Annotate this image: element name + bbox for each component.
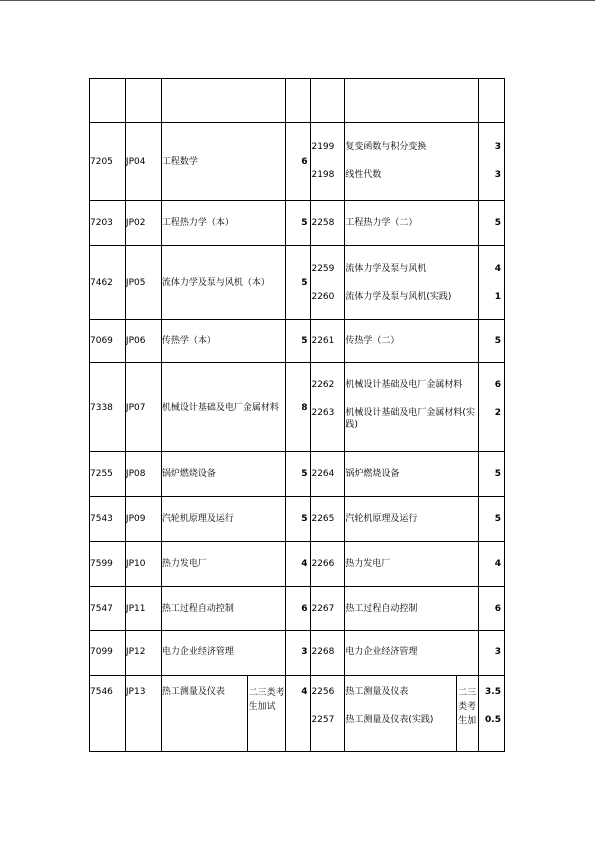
sub-code: 2198 — [311, 170, 335, 180]
header-cell — [90, 79, 126, 122]
table-row — [89, 245, 505, 319]
credit: 8 — [301, 403, 308, 413]
table-row-header — [89, 78, 505, 122]
sub-code-cell — [311, 631, 345, 675]
credit-cell — [286, 542, 312, 586]
credit-cell — [286, 320, 312, 362]
program-code: JP11 — [125, 604, 146, 614]
sub-credit-cell — [479, 246, 505, 319]
sub-name: 热力发电厂 — [345, 559, 391, 569]
course-name: 机械设计基础及电厂金属材料 — [161, 403, 279, 413]
table-row — [89, 541, 505, 586]
program-code-cell — [126, 201, 162, 245]
credit: 5 — [301, 336, 308, 346]
course-code: 7546 — [90, 687, 113, 697]
course-name-cell — [162, 587, 286, 630]
sub-code-cell — [311, 123, 345, 200]
sub-credit: 3.5 — [485, 687, 501, 697]
course-name: 热力发电厂 — [161, 559, 207, 569]
course-name: 锅炉燃烧设备 — [161, 469, 216, 479]
program-code: JP05 — [125, 278, 146, 288]
program-code-cell — [126, 587, 162, 630]
sub-name: 电力企业经济管理 — [345, 647, 418, 657]
sub-name: 汽轮机原理及运行 — [345, 514, 418, 524]
table-row — [89, 675, 505, 752]
course-name-cell — [162, 201, 286, 245]
sub-credit-cell — [479, 587, 505, 630]
header-cell — [479, 79, 505, 122]
sub-credit-cell — [479, 676, 505, 751]
page-top-rule — [0, 0, 595, 1]
sub-credit: 5 — [494, 336, 502, 346]
credit-cell — [286, 587, 312, 630]
credit: 5 — [301, 278, 308, 288]
sub-name-cell — [345, 123, 479, 200]
course-code-cell — [90, 246, 126, 319]
credit-cell — [286, 497, 312, 541]
course-name: 传热学（本） — [161, 336, 216, 346]
sub-code: 2264 — [311, 469, 335, 479]
header-cell — [345, 79, 479, 122]
course-code: 7543 — [90, 514, 113, 524]
table-row — [89, 362, 505, 451]
course-code: 7462 — [90, 278, 113, 288]
course-code: 7205 — [90, 157, 113, 167]
course-name: 汽轮机原理及运行 — [161, 514, 234, 524]
program-code: JP12 — [125, 647, 146, 657]
sub-code: 2256 — [311, 687, 335, 697]
credit-cell — [286, 452, 312, 496]
sub-credit: 5 — [494, 218, 502, 228]
course-code-cell — [90, 320, 126, 362]
header-cell — [311, 79, 345, 122]
credit-cell — [286, 631, 312, 675]
sub-code: 2266 — [311, 559, 335, 569]
credit: 5 — [301, 218, 308, 228]
sub-code: 2258 — [311, 218, 335, 228]
credit-cell — [286, 676, 312, 751]
sub-name: 工程热力学（二） — [345, 218, 418, 228]
sub-credit: 1 — [494, 292, 502, 302]
program-code: JP13 — [125, 687, 146, 697]
sub-name-cell — [345, 363, 479, 451]
course-note-cell — [248, 676, 286, 751]
program-code-cell — [126, 123, 162, 200]
sub-credit: 6 — [494, 380, 502, 390]
sub-name: 热工测量及仪表(实践) — [345, 715, 434, 725]
sub-credit-cell — [479, 452, 505, 496]
course-name-cell — [162, 631, 286, 675]
sub-code-cell — [311, 497, 345, 541]
program-code-cell — [126, 246, 162, 319]
credit: 4 — [301, 559, 308, 569]
course-table — [89, 78, 505, 752]
program-code-cell — [126, 452, 162, 496]
course-code: 7069 — [90, 336, 113, 346]
sub-code-cell — [311, 246, 345, 319]
sub-credit-cell — [479, 631, 505, 675]
credit: 5 — [301, 469, 308, 479]
sub-name: 机械设计基础及电厂金属材料 — [345, 380, 463, 390]
table-row — [89, 319, 505, 362]
header-cell — [162, 79, 286, 122]
program-code-cell — [126, 320, 162, 362]
course-code-cell — [90, 497, 126, 541]
credit: 6 — [301, 604, 308, 614]
course-name: 热工测量及仪表 — [161, 687, 225, 697]
sub-code: 2261 — [311, 336, 335, 346]
sub-credit-cell — [479, 201, 505, 245]
sub-credit: 0.5 — [485, 715, 501, 725]
course-name: 工程数学 — [161, 157, 198, 167]
sub-name-cell — [345, 320, 479, 362]
sub-note-cell — [457, 676, 479, 751]
course-code: 7547 — [90, 604, 113, 614]
sub-code: 2268 — [311, 647, 335, 657]
table-row — [89, 496, 505, 541]
credit: 4 — [301, 687, 308, 697]
course-code-cell — [90, 201, 126, 245]
sub-code: 2267 — [311, 604, 335, 614]
program-code: JP04 — [125, 157, 146, 167]
sub-credit-cell — [479, 123, 505, 200]
program-code-cell — [126, 542, 162, 586]
sub-credit: 3 — [494, 647, 502, 657]
program-code-cell — [126, 363, 162, 451]
sub-note: 二三类考生加 — [458, 688, 477, 726]
program-code: JP07 — [125, 403, 146, 413]
sub-code-cell — [311, 542, 345, 586]
sub-code-cell — [311, 676, 345, 751]
sub-code: 2257 — [311, 715, 335, 725]
course-name-cell — [162, 676, 248, 751]
sub-name: 流体力学及泵与风机(实践) — [345, 292, 452, 302]
sub-name: 热工测量及仪表 — [345, 687, 409, 697]
sub-name-cell — [345, 631, 479, 675]
table-row — [89, 122, 505, 200]
sub-name: 线性代数 — [345, 170, 382, 180]
credit: 3 — [301, 647, 308, 657]
course-name-cell — [162, 497, 286, 541]
credit-cell — [286, 363, 312, 451]
course-name: 流体力学及泵与风机（本） — [161, 278, 270, 288]
course-code: 7099 — [90, 647, 113, 657]
sub-name-cell — [345, 676, 457, 751]
table-row — [89, 200, 505, 245]
course-name-cell — [162, 246, 286, 319]
course-name-cell — [162, 123, 286, 200]
course-name-cell — [162, 363, 286, 451]
credit-cell — [286, 201, 312, 245]
sub-credit-cell — [479, 363, 505, 451]
course-code-cell — [90, 676, 126, 751]
sub-credit-cell — [479, 542, 505, 586]
sub-code: 2265 — [311, 514, 335, 524]
sub-name-cell — [345, 246, 479, 319]
course-code-cell — [90, 542, 126, 586]
program-code: JP10 — [125, 559, 146, 569]
sub-credit: 3 — [494, 170, 502, 180]
credit-cell — [286, 123, 312, 200]
sub-credit: 2 — [494, 408, 502, 418]
sub-code: 2199 — [311, 142, 335, 152]
sub-credit-cell — [479, 320, 505, 362]
sub-code-cell — [311, 587, 345, 630]
sub-credit: 3 — [494, 142, 502, 152]
sub-credit: 5 — [494, 514, 502, 524]
sub-code: 2259 — [311, 264, 335, 274]
sub-credit: 4 — [494, 559, 502, 569]
course-code-cell — [90, 123, 126, 200]
sub-code-cell — [311, 363, 345, 451]
sub-name-cell — [345, 201, 479, 245]
sub-name-cell — [345, 587, 479, 630]
program-code: JP06 — [125, 336, 146, 346]
sub-name: 传热学（二） — [345, 336, 400, 346]
course-code: 7203 — [90, 218, 113, 228]
sub-credit: 4 — [494, 264, 502, 274]
sub-code-cell — [311, 320, 345, 362]
course-name: 工程热力学（本） — [161, 218, 234, 228]
credit: 5 — [301, 514, 308, 524]
table-row — [89, 586, 505, 630]
course-code-cell — [90, 452, 126, 496]
course-name: 电力企业经济管理 — [161, 647, 234, 657]
course-code-cell — [90, 587, 126, 630]
course-note: 二三类考生加试 — [248, 688, 285, 712]
sub-code-cell — [311, 201, 345, 245]
course-name-cell — [162, 320, 286, 362]
sub-name: 热工过程自动控制 — [345, 604, 418, 614]
course-name-cell — [162, 452, 286, 496]
sub-name-cell — [345, 497, 479, 541]
course-code: 7599 — [90, 559, 113, 569]
table-row — [89, 630, 505, 675]
sub-name: 锅炉燃烧设备 — [345, 469, 400, 479]
program-code: JP08 — [125, 469, 146, 479]
sub-credit: 6 — [494, 604, 502, 614]
course-name: 热工过程自动控制 — [161, 604, 234, 614]
credit: 6 — [301, 157, 308, 167]
program-code: JP09 — [125, 514, 146, 524]
program-code: JP02 — [125, 218, 146, 228]
program-code-cell — [126, 676, 162, 751]
sub-code: 2262 — [311, 380, 335, 390]
course-code-cell — [90, 631, 126, 675]
course-code: 7255 — [90, 469, 113, 479]
sub-code: 2260 — [311, 292, 335, 302]
header-cell — [126, 79, 162, 122]
sub-credit: 5 — [494, 469, 502, 479]
sub-credit-cell — [479, 497, 505, 541]
program-code-cell — [126, 631, 162, 675]
course-code-cell — [90, 363, 126, 451]
program-code-cell — [126, 497, 162, 541]
sub-name: 复变函数与积分变换 — [345, 142, 427, 152]
table-row — [89, 451, 505, 496]
sub-name-cell — [345, 452, 479, 496]
course-code: 7338 — [90, 403, 113, 413]
sub-code: 2263 — [311, 408, 335, 418]
credit-cell — [286, 246, 312, 319]
course-name-cell — [162, 542, 286, 586]
sub-name: 机械设计基础及电厂金属材料(实践) — [345, 408, 475, 430]
header-cell — [286, 79, 312, 122]
sub-name-cell — [345, 542, 479, 586]
sub-code-cell — [311, 452, 345, 496]
sub-name: 流体力学及泵与风机 — [345, 264, 427, 274]
